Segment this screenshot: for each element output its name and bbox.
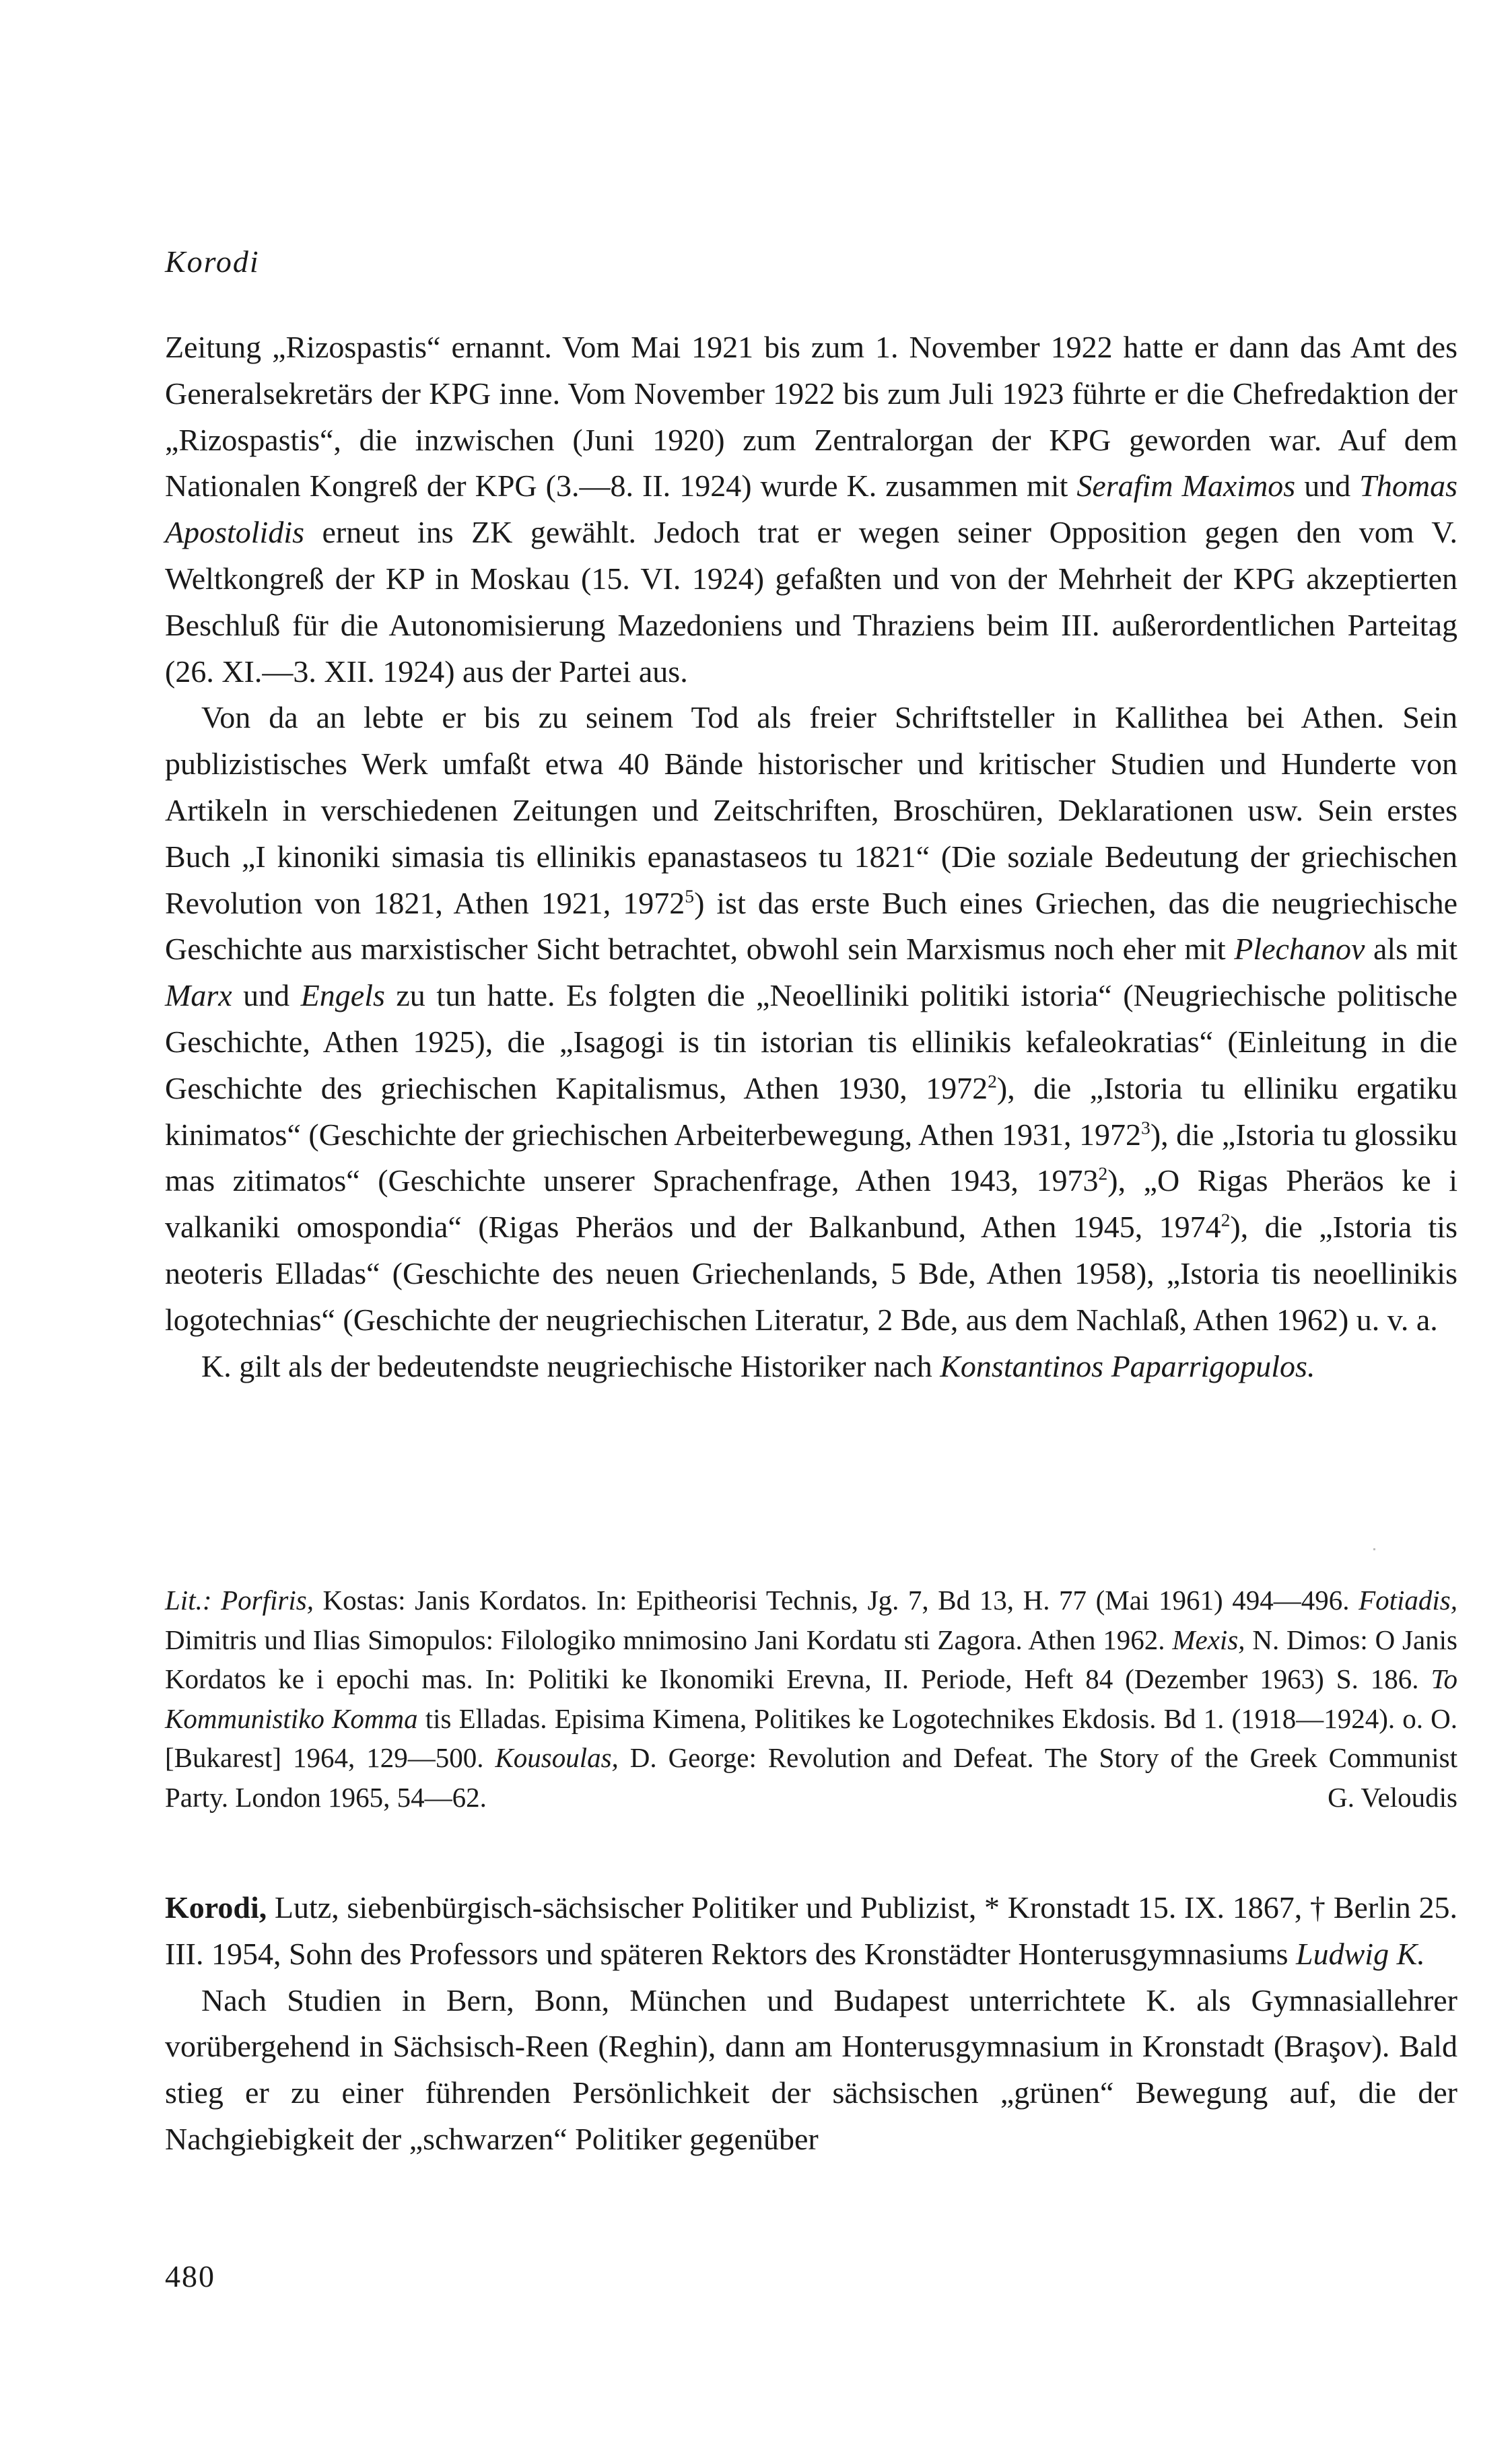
italic-run: Thomas Apostolidis [165, 469, 1457, 550]
italic-run: Konstantinos Paparrigopulos. [940, 1348, 1315, 1383]
text-run: als mit [1365, 932, 1457, 967]
main-paragraph-3 [165, 1344, 1457, 1390]
korodi-entry [165, 1885, 1457, 2163]
superscript: 5 [685, 885, 695, 907]
italic-run: Engels [300, 978, 385, 1013]
literature-text [165, 1585, 1457, 1813]
italic-run: Porfiris, [221, 1585, 314, 1616]
main-text [165, 324, 1457, 1389]
text-run: ) ist das erste Buch eines Griechen, das die neugriechische Geschichte aus marxistischer Sicht betrachtet, obwohl sein Marxismus noch eher mit [165, 885, 1457, 967]
text-run: Zeitung „Rizospastis“ ernannt. Vom Mai 1921 bis zum 1. November 1922 hatte er dann das Amt des Generalsekretärs der KPG inne. Vom November 1922 bis zum Juli 1923 führte er die Chefredaktion der „Rizospastis“, die inzwischen (Juni 1920) zum Zentralorgan der KPG geworden war. Auf dem Nationalen Kongreß der KPG (3.—8. II. 1924) wurde K. zusammen mit [165, 330, 1457, 504]
entry-paragraph-2 [165, 1978, 1457, 2163]
superscript: 3 [1141, 1117, 1150, 1138]
text-run: Nach Studien in Bern, Bonn, München und Budapest unterrichtete K. als Gymnasiallehrer vorübergehend in Sächsisch-Reen (Reghin), dann am Honterusgymnasium in Kronstadt (Braşov). Bald stieg er zu einer führenden Persönlichkeit der sächsischen „grünen“ Bewegung auf, die der Nachgiebigkeit der „schwarzen“ Politiker gegenüber [165, 1982, 1457, 2156]
text-run [212, 1585, 221, 1616]
italic-run: Lit.: [165, 1585, 212, 1616]
text-run: Kostas: Janis Kordatos. In: Epitheorisi Technis, Jg. 7, Bd 13, H. 77 (Mai 1961) 494—496. [313, 1585, 1359, 1616]
main-paragraph-2 [165, 695, 1457, 1343]
text-run: Dimitris und Ilias Simopulos: Filologiko mnimosino Jani Kordatu sti Zagora. Athen 1962. [165, 1624, 1173, 1655]
italic-run: Ludwig K. [1296, 1936, 1425, 1971]
text-run: ), die „Istoria tu elliniku ergatiku kinimatos“ (Geschichte der griechischen Arbeiterbewegung, Athen 1931, 1972 [165, 1070, 1457, 1152]
italic-run: Mexis, [1172, 1624, 1245, 1655]
running-head: Korodi [165, 244, 260, 279]
page-number: 480 [165, 2259, 215, 2293]
italic-run: Plechanov [1234, 932, 1365, 967]
text-run: Lutz, siebenbürgisch-sächsischer Politiker und Publizist, * Kronstadt 15. IX. 1867, † Berlin 25. III. 1954, Sohn des Professors und späteren Rektors des Kronstädter Honterusgymnasiums [165, 1890, 1457, 1971]
text-run: D. George: Revolution and Defeat. The Story of the Greek Communist Party. London 1965, 54—62. [165, 1742, 1457, 1813]
superscript: 2 [1221, 1209, 1231, 1231]
text-run: zu tun hatte. Es folgten die „Neoelliniki politiki istoria“ (Neugriechische politische Geschichte, Athen 1925), die „Isagogi is tin istorian tis ellinikis kefaleokratias“ (Einleitung in die Geschichte des griechischen Kapitalismus, Athen 1930, 1972 [165, 978, 1458, 1105]
main-paragraph-1 [165, 324, 1457, 695]
text-run: erneut ins ZK gewählt. Jedoch trat er wegen seiner Opposition gegen den vom V. Weltkongreß der KP in Moskau (15. VI. 1924) gefaßten und von der Mehrheit der KPG akzeptierten Beschluß für die Autonomisierung Mazedoniens und Thraziens beim III. außerordentlichen Parteitag (26. XI.—3. XII. 1924) aus der Partei aus. [165, 515, 1457, 689]
bold-run: Korodi, [165, 1890, 267, 1925]
text-run: tis Elladas. Episima Kimena, Politikes ke Logotechnikes Ekdosis. Bd 1. (1918—1924). o. O. [Bukarest] 1964, 129—500. [165, 1702, 1457, 1773]
text-run: Von da an lebte er bis zu seinem Tod als freier Schriftsteller in Kallithea bei Athen. Sein publizistisches Werk umfaßt etwa 40 Bände historischer und kritischer Studien und Hunderte von Artikeln in verschiedenen Zeitungen und Zeitschriften, Broschüren, Deklarationen usw. Sein erstes Buch „I kinoniki simasia tis ellinikis epanastaseos tu 1821“ (Die soziale Bedeutung der griechischen Revolution von 1821, Athen 1921, 1972 [165, 700, 1457, 920]
text-run: ), „O Rigas Pheräos ke i valkaniki omospondia“ (Rigas Pheräos und der Balkanbund, Athen 1945, 1974 [165, 1163, 1457, 1245]
text-run: N. Dimos: O Janis Kordatos ke i epochi mas. In: Politiki ke Ikonomiki Erevna, II. Periode, Heft 84 (Dezember 1963) S. 186. [165, 1624, 1457, 1694]
literature-section [165, 1581, 1457, 1817]
entry-paragraph-1 [165, 1885, 1457, 1978]
literature-author: G. Veloudis [1328, 1781, 1457, 1813]
text-run: und [232, 978, 301, 1013]
text-run: und [1295, 469, 1360, 504]
italic-run: Kousoulas, [495, 1742, 619, 1773]
superscript: 2 [988, 1070, 997, 1092]
text-run: ), die „Istoria tis neoteris Elladas“ (Geschichte des neuen Griechenlands, 5 Bde, Athen 1958), „Istoria tis neoellinikis logotechnias“ (Geschichte der neugriechischen Literatur, 2 Bde, aus dem Nachlaß, Athen 1962) u. v. a. [165, 1210, 1457, 1337]
italic-run: Serafim Maximos [1076, 469, 1296, 504]
text-run: ), die „Istoria tu glossiku mas zitimatos“ (Geschichte unserer Sprachenfrage, Athen 1943, 1973 [165, 1117, 1457, 1198]
superscript: 2 [1098, 1163, 1108, 1185]
literature-references [165, 1581, 1457, 1817]
print-mark [1373, 1548, 1375, 1550]
italic-run: To Kommunistiko Komma [165, 1663, 1457, 1734]
italic-run: Marx [165, 978, 232, 1013]
italic-run: Fotiadis, [1359, 1585, 1457, 1616]
text-run: K. gilt als der bedeutendste neugriechische Historiker nach [201, 1348, 940, 1383]
